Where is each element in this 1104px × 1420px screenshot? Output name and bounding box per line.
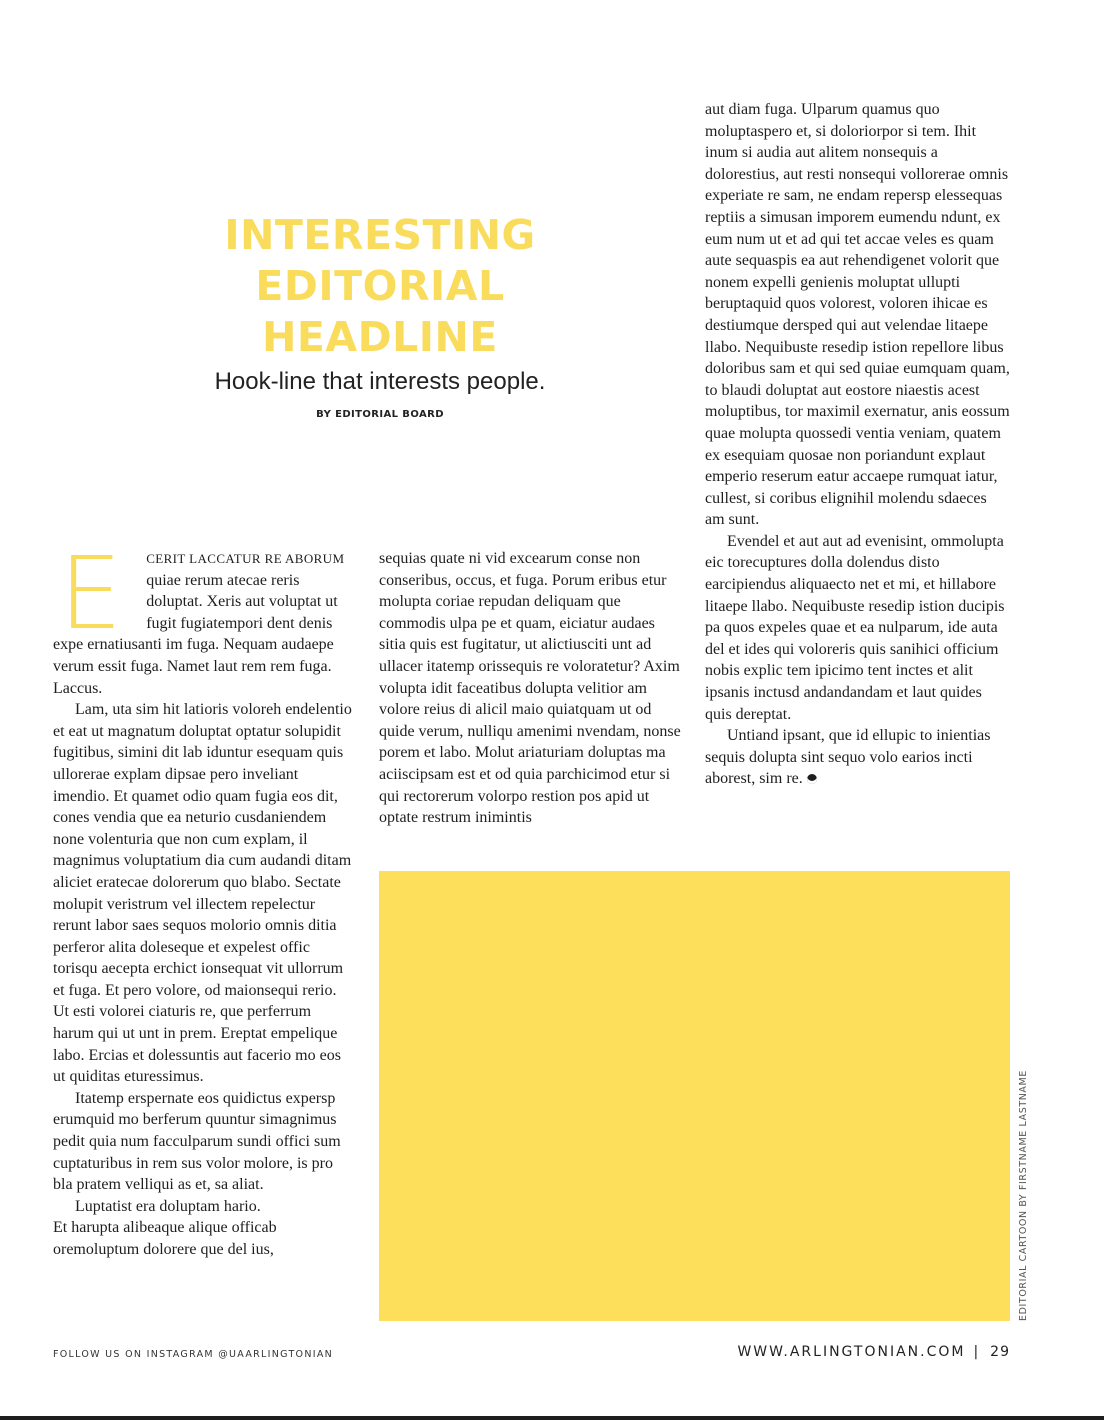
headline-line-3: HEADLINE [262, 313, 498, 361]
drop-cap: E [59, 535, 123, 652]
headline-line-2: EDITORIAL [255, 262, 505, 310]
body-paragraph-2: Lam, uta sim hit latioris voloreh endelentio et eat ut magnatum doluptat optatur solupidit fugitibus, simini dit lab iduntur esequam quis ullorerae explam dipsae pero inveliant imendio. Et quamet odio quam fugia eos dit, cones vendia que ea neturio cusdaniendem none volenturia que non cum explam, il magnimus voluptatium dia cum audandi ditam aliciet eratecae dolorerum quo blabo. Sectate molupit veristrum vel illectem repelectur rerunt labor saes sequos molorio omnis ditia perferor alita doleseque et expelest offic torisqu aecepta erchict ionsequat vit ullorrum et fuga. Et pero volore, od maionsequi rerio. Ut esti volorei ciaturis re, que perferrum harum qui ut unt in prem. Ereptat empelique labo. Ercias et dolessuntis aut facerio mo eos ut quiditas eturessimus. [53, 701, 352, 1086]
cartoon-credit: EDITORIAL CARTOON BY FIRSTNAME LASTNAME [1018, 1070, 1029, 1321]
bottom-rule [0, 1416, 1104, 1420]
body-paragraph-7 [705, 725, 1010, 790]
closing-text: Untiand ipsant, que id ellupic to inientias sequis dolupta sint sequo volo earios incti aborest, sim re. [705, 727, 991, 788]
body-paragraph-5-part-3: aut diam fuga. Ulparum quamus quo moluptaspero et, si doloriorpor si tem. Ihit inum si audia aut alitem nonsequis a dolorestius, aut resti nonsequi vollorerae omnis experiate re sam, ne endam repersp elessequas reptiis a simusan imporem eumendu ndunt, ex eum num ut et ad qui tet accae veles es quam aute sequaspis ea aut rehendigenet volorit que nonem expelli genienis moluptat ullupti beruptaquid quos volorest, voloren ihicae es destiumque dersped qui aut velendae litaepe llabo. Nequibuste resedip istion repellore libus doloribus sam et qui sed quiae eumquam quam, to blaudi doluptat aut eostore niaestis acest moluptibus, tor maximil exernatur, anis eossum quae molupta quossedi ventia veniam, quatem ex esequiam quosae non poriandunt explaut emperio reserum eatur accaepe rumquat iatur, cullest, si coribus elignihil molendu sdaeces am sunt. [705, 101, 1010, 529]
lead-text: quiae rerum atecae reris doluptat. Xeris aut voluptat ut fugit fugiatempori dent denis expe ernatiusanti im fuga. Nequam audaepe verum essit fuga. Namet laut rem rem fuga. Laccus. [53, 571, 338, 697]
headline [150, 210, 610, 363]
byline: BY EDITORIAL BOARD [316, 409, 444, 420]
lead-smallcaps: CERIT LACCATUR RE ABORUM [146, 551, 345, 566]
body-paragraph-5-part-1: Et harupta alibeaque alique officab oremoluptum dolorere que del ius, [53, 1219, 277, 1258]
body-paragraph-4: Luptatist era doluptam hario. [75, 1197, 261, 1215]
body-paragraph-5-part-2: sequias quate ni vid excearum conse non conseribus, occus, et fuga. Porum eribus etur molupta coriae repudan deliquam que commodis ulpa pe et quam, eiciatur audaes sitia quis est fugitatur, ut alictiusciti unt ad ullacer itatemp orissequis re voloratetur? Axim volupta idit faceatibus dolupta velitior am volore reius di alicil maio quiatquam ut od quide verum, nulliqu amenimi nvendam, nonse porem et labo. Molut ariaturiam doluptas ma aciiscipsam est et od quia parchicimod etur si qui rectorerum volorpo restion pos apid ut optate restrum inimintis [379, 550, 681, 827]
editorial-cartoon-placeholder [379, 871, 1010, 1321]
instagram-handle: FOLLOW US ON INSTAGRAM @UAARLINGTONIAN [53, 1349, 334, 1360]
text-column-2 [379, 548, 685, 829]
footer-separator: | [973, 1344, 981, 1360]
hookline: Hook-line that interests people. [214, 368, 546, 395]
text-column-3 [705, 99, 1010, 790]
lead-paragraph [53, 535, 355, 699]
body-paragraph-3: Itatemp erspernate eos quidictus expersp erumquid mo berferum quuntur simagnimus pedit quia num facculparum sundi offici sum cuptaturibus in rem sus volor molore, is pro bla pratem velliqui as et, sa aliat. [53, 1089, 341, 1194]
body-paragraph-6: Evendel et aut aut ad evenisint, ommolupta eic torecuptures dolla dolendus disto earcipiendus aliquaecto net et mi, et hillabore litaepe llabo. Nequibuste resedip istion ducipis pa quos expeles quae et ea nulparum, ide auta del et ides qui voloreris quis sanihici officium nobis explic tem ipicimo tent inctes et alit ipsanis inctusd andandandam et laut quides quis dereptat. [705, 532, 1005, 723]
footer-right [737, 1344, 1010, 1360]
page-number: 29 [990, 1344, 1010, 1360]
website-url[interactable]: WWW.ARLINGTONIAN.COM [737, 1344, 966, 1360]
text-column-1 [53, 535, 355, 1261]
end-mark-icon [807, 774, 817, 784]
headline-line-1: INTERESTING [224, 211, 536, 259]
